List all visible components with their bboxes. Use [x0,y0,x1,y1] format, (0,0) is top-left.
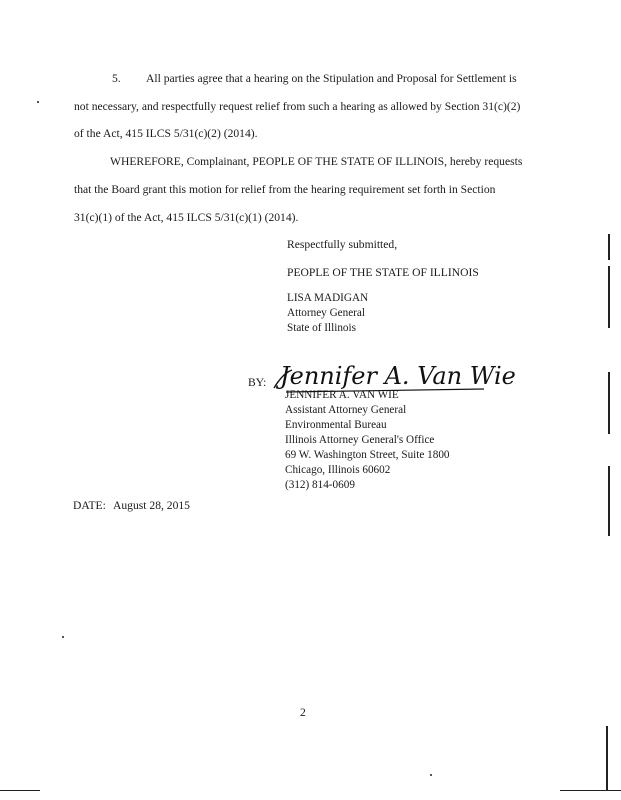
scan-speck [62,636,64,638]
ag-title: Attorney General [287,307,365,319]
date-label: DATE: [73,499,106,512]
scan-mark [606,726,608,790]
paragraph-number: 5. [112,72,121,85]
attorney-general-block [287,291,368,336]
ag-state: State of Illinois [287,322,356,334]
signature-script: Jennifer A. Van Wie [280,362,516,390]
office: Illinois Attorney General's Office [285,434,435,446]
paragraph-5-line-1: All parties agree that a hearing on the Stipulation and Proposal for Settlement is [146,72,517,85]
signer-name: JENNIFER A. VAN WIE [285,389,399,401]
by-label: BY: [248,376,267,389]
paragraph-5-line-3: of the Act, 415 ILCS 5/31(c)(2) (2014). [74,127,258,140]
date-value: August 28, 2015 [113,499,190,512]
ag-name: LISA MADIGAN [287,292,369,304]
page-number: 2 [300,706,306,719]
signer-title: Assistant Attorney General [285,404,407,416]
paragraph-5-line-2: not necessary, and respectfully request relief from such a hearing as allowed by Section 31(c)(2) [74,100,521,113]
scan-mark [608,266,610,328]
address-line-2: Chicago, Illinois 60602 [285,464,391,476]
address-line-1: 69 W. Washington Street, Suite 1800 [285,449,450,461]
scan-mark [0,790,40,791]
scan-mark [560,790,621,791]
bureau: Environmental Bureau [285,419,387,431]
scan-speck [37,101,39,103]
wherefore-line-3: 31(c)(1) of the Act, 415 ILCS 5/31(c)(1) (2014). [74,211,299,224]
scan-speck [430,774,432,776]
phone: (312) 814-0609 [285,479,355,491]
scan-mark [608,466,610,536]
scan-mark [608,372,610,434]
party-name: PEOPLE OF THE STATE OF ILLINOIS [287,266,479,279]
wherefore-line-1: WHEREFORE, Complainant, PEOPLE OF THE STATE OF ILLINOIS, hereby requests [110,155,523,168]
scan-mark [608,234,610,260]
wherefore-line-2: that the Board grant this motion for relief from the hearing requirement set forth in Section [74,183,496,196]
signer-block [285,388,450,493]
closing: Respectfully submitted, [287,238,398,251]
